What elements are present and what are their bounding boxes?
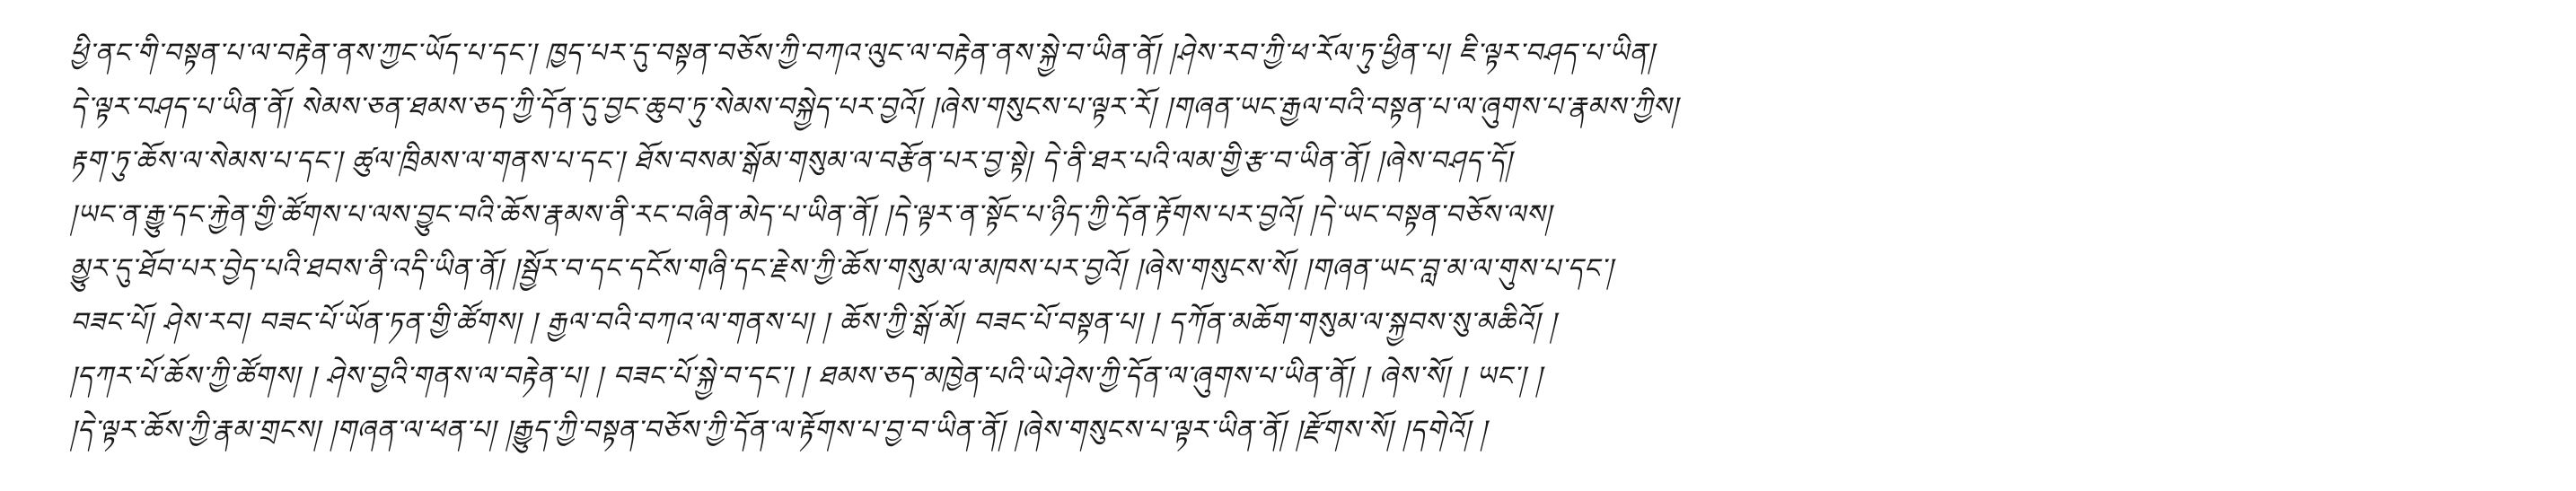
text-line-3: རྟག་ཏུ་ཆོས་ལ་སེམས་པ་དང་། ཚུལ་ཁྲིམས་ལ་གནས་པ་དང་། ཐོས་བསམ་སྒོམ་གསུམ་ལ་བརྩོན་པར་བྱ་སྟེ། དེ་ནི་ཐར་པའི་ལམ་གྱི་རྩ་བ་ཡིན་ནོ། །ཞེས་བཤད་དོ། <box>70 145 1513 177</box>
text-line-4: །ཡང་ན་རྒྱུ་དང་རྐྱེན་གྱི་ཚོགས་པ་ལས་བྱུང་བའི་ཆོས་རྣམས་ནི་རང་བཞིན་མེད་པ་ཡིན་ནོ། །དེ་ལྟར་ན་སྟོང་པ་ཉིད་ཀྱི་དོན་རྟོགས་པར་བྱའོ། །དེ་ཡང་བསྟན་བཅོས་ལས། <box>70 199 1552 231</box>
text-line-2: དེ་ལྟར་བཤད་པ་ཡིན་ནོ། སེམས་ཅན་ཐམས་ཅད་ཀྱི་དོན་དུ་བྱང་ཆུབ་ཏུ་སེམས་བསྐྱེད་པར་བྱའོ། །ཞེས་གསུངས་པ་ལྟར་རོ། །གཞན་ཡང་རྒྱལ་བའི་བསྟན་པ་ལ་ཞུགས་པ་རྣམས་ཀྱིས། <box>70 92 1679 123</box>
text-line-5: མྱུར་དུ་ཐོབ་པར་བྱེད་པའི་ཐབས་ནི་འདི་ཡིན་ནོ། །སྦྱོར་བ་དང་དངོས་གཞི་དང་རྗེས་ཀྱི་ཆོས་གསུམ་ལ་མཁས་པར་བྱའོ། །ཞེས་གསུངས་སོ། །གཞན་ཡང་བླ་མ་ལ་གུས་པ་དང་། <box>70 253 1613 285</box>
text-line-6: བཟང་པོ། ཤེས་རབ། བཟང་པོ་ཡོན་ཏན་གྱི་ཚོགས། ། རྒྱལ་བའི་བཀའ་ལ་གནས་པ། ། ཆོས་ཀྱི་སྒོ་མོ། བཟང་པོ་བསྟན་པ། ། དཀོན་མཆོག་གསུམ་ལ་སྐྱབས་སུ་མཆིའོ། ། <box>70 307 1557 338</box>
text-line-8: །དེ་ལྟར་ཆོས་ཀྱི་རྣམ་གྲངས། །གཞན་ལ་ཕན་པ། །རྒྱུད་ཀྱི་བསྟན་བཅོས་ཀྱི་དོན་ལ་རྟོགས་པ་བྱ་བ་ཡིན་ནོ། །ཞེས་གསུངས་པ་ལྟར་ཡིན་ནོ། །རྫོགས་སོ། །དགེའོ། ། <box>70 415 1488 446</box>
text-line-1: ཕྱི་ནང་གི་བསྟན་པ་ལ་བརྟེན་ནས་ཀྱང་ཡོད་པ་དང་། ཁྱད་པར་དུ་བསྟན་བཅོས་ཀྱི་བཀའ་ལུང་ལ་བརྟེན་ནས་སྐྱེ་བ་ཡིན་ནོ། །ཤེས་རབ་ཀྱི་ཕ་རོལ་ཏུ་ཕྱིན་པ། ཇི་ལྟར་བཤད་པ་ཡིན། <box>70 38 1655 69</box>
text-line-7: །དཀར་པོ་ཆོས་ཀྱི་ཚོགས། ། ཤེས་བྱའི་གནས་ལ་བརྟེན་པ། ། བཟང་པོ་སྐྱེ་བ་དང་། ། ཐམས་ཅད་མཁྱེན་པའི་ཡེ་ཤེས་ཀྱི་དོན་ལ་ཞུགས་པ་ཡིན་ནོ། ། ཞེས་སོ། ། ཡང་། ། <box>70 361 1543 392</box>
